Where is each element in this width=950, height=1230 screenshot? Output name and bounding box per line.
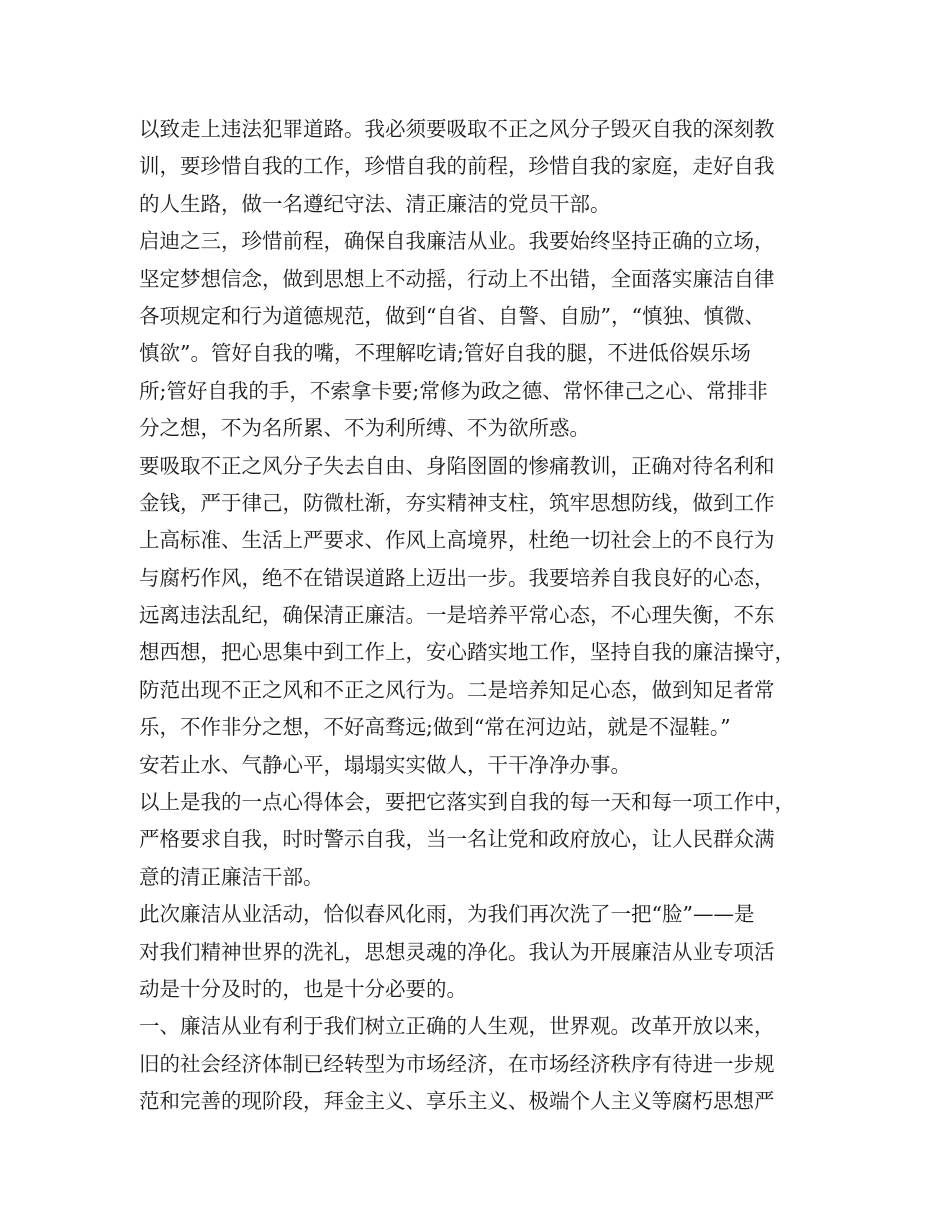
text-line: 要吸取不正之风分子失去自由、身陷囹圄的惨痛教训，正确对待名利和 xyxy=(139,453,775,478)
text-line: 训，要珍惜自我的工作，珍惜自我的前程，珍惜自我的家庭，走好自我 xyxy=(139,154,775,179)
text-line: 动是十分及时的，也是十分必要的。 xyxy=(139,976,467,1001)
text-line: 启迪之三，珍惜前程，确保自我廉洁从业。我要始终坚持正确的立场， xyxy=(139,229,775,254)
text-line: 的人生路，做一名遵纪守法、清正廉洁的党员干部。 xyxy=(139,191,611,216)
text-line: 坚定梦想信念，做到思想上不动摇，行动上不出错，全面落实廉洁自律 xyxy=(139,266,775,291)
text-line: 所;管好自我的手，不索拿卡要;常修为政之德、常怀律己之心、常排非 xyxy=(139,378,768,403)
text-line: 防范出现不正之风和不正之风行为。二是培养知足心态，做到知足者常 xyxy=(139,677,775,702)
text-line: 分之想，不为名所累、不为利所缚、不为欲所惑。 xyxy=(139,416,590,441)
text-line: 金钱，严于律己，防微杜渐，夯实精神支柱，筑牢思想防线，做到工作 xyxy=(139,490,775,515)
text-line: 与腐朽作风，绝不在错误道路上迈出一步。我要培养自我良好的心态， xyxy=(139,565,775,590)
text-line: 此次廉洁从业活动，恰似春风化雨，为我们再次洗了一把“脸”——是 xyxy=(139,902,755,927)
document-body xyxy=(139,111,839,1121)
text-line: 想西想，把心思集中到工作上，安心踏实地工作，坚持自我的廉洁操守， xyxy=(139,640,795,665)
text-line: 各项规定和行为道德规范，做到“自省、自警、自励”，“慎独、慎微、 xyxy=(139,303,765,328)
text-line: 远离违法乱纪，确保清正廉洁。一是培养平常心态，不心理失衡，不东 xyxy=(139,603,775,628)
text-line: 以致走上违法犯罪道路。我必须要吸取不正之风分子毁灭自我的深刻教 xyxy=(139,117,775,141)
text-line: 慎欲”。管好自我的嘴，不理解吃请;管好自我的腿，不进低俗娱乐场 xyxy=(139,341,751,366)
text-line: 一、廉洁从业有利于我们树立正确的人生观，世界观。改革开放以来， xyxy=(139,1014,775,1039)
text-line: 以上是我的一点心得体会，要把它落实到自我的每一天和每一项工作中， xyxy=(139,790,795,815)
text-line: 范和完善的现阶段，拜金主义、享乐主义、极端个人主义等腐朽思想严 xyxy=(139,1089,775,1114)
text-line: 上高标准、生活上严要求、作风上高境界，杜绝一切社会上的不良行为 xyxy=(139,528,775,553)
text-line: 乐，不作非分之想，不好高骛远;做到“常在河边站，就是不湿鞋。” xyxy=(139,715,731,740)
text-line: 安若止水、气静心平，塌塌实实做人，干干净净办事。 xyxy=(139,752,631,777)
text-line: 严格要求自我，时时警示自我，当一名让党和政府放心，让人民群众满 xyxy=(139,827,775,852)
text-line: 意的清正廉洁干部。 xyxy=(139,864,324,889)
text-line: 旧的社会经济体制已经转型为市场经济，在市场经济秩序有待进一步规 xyxy=(139,1051,775,1076)
text-line: 对我们精神世界的洗礼，思想灵魂的净化。我认为开展廉洁从业专项活 xyxy=(139,939,775,964)
